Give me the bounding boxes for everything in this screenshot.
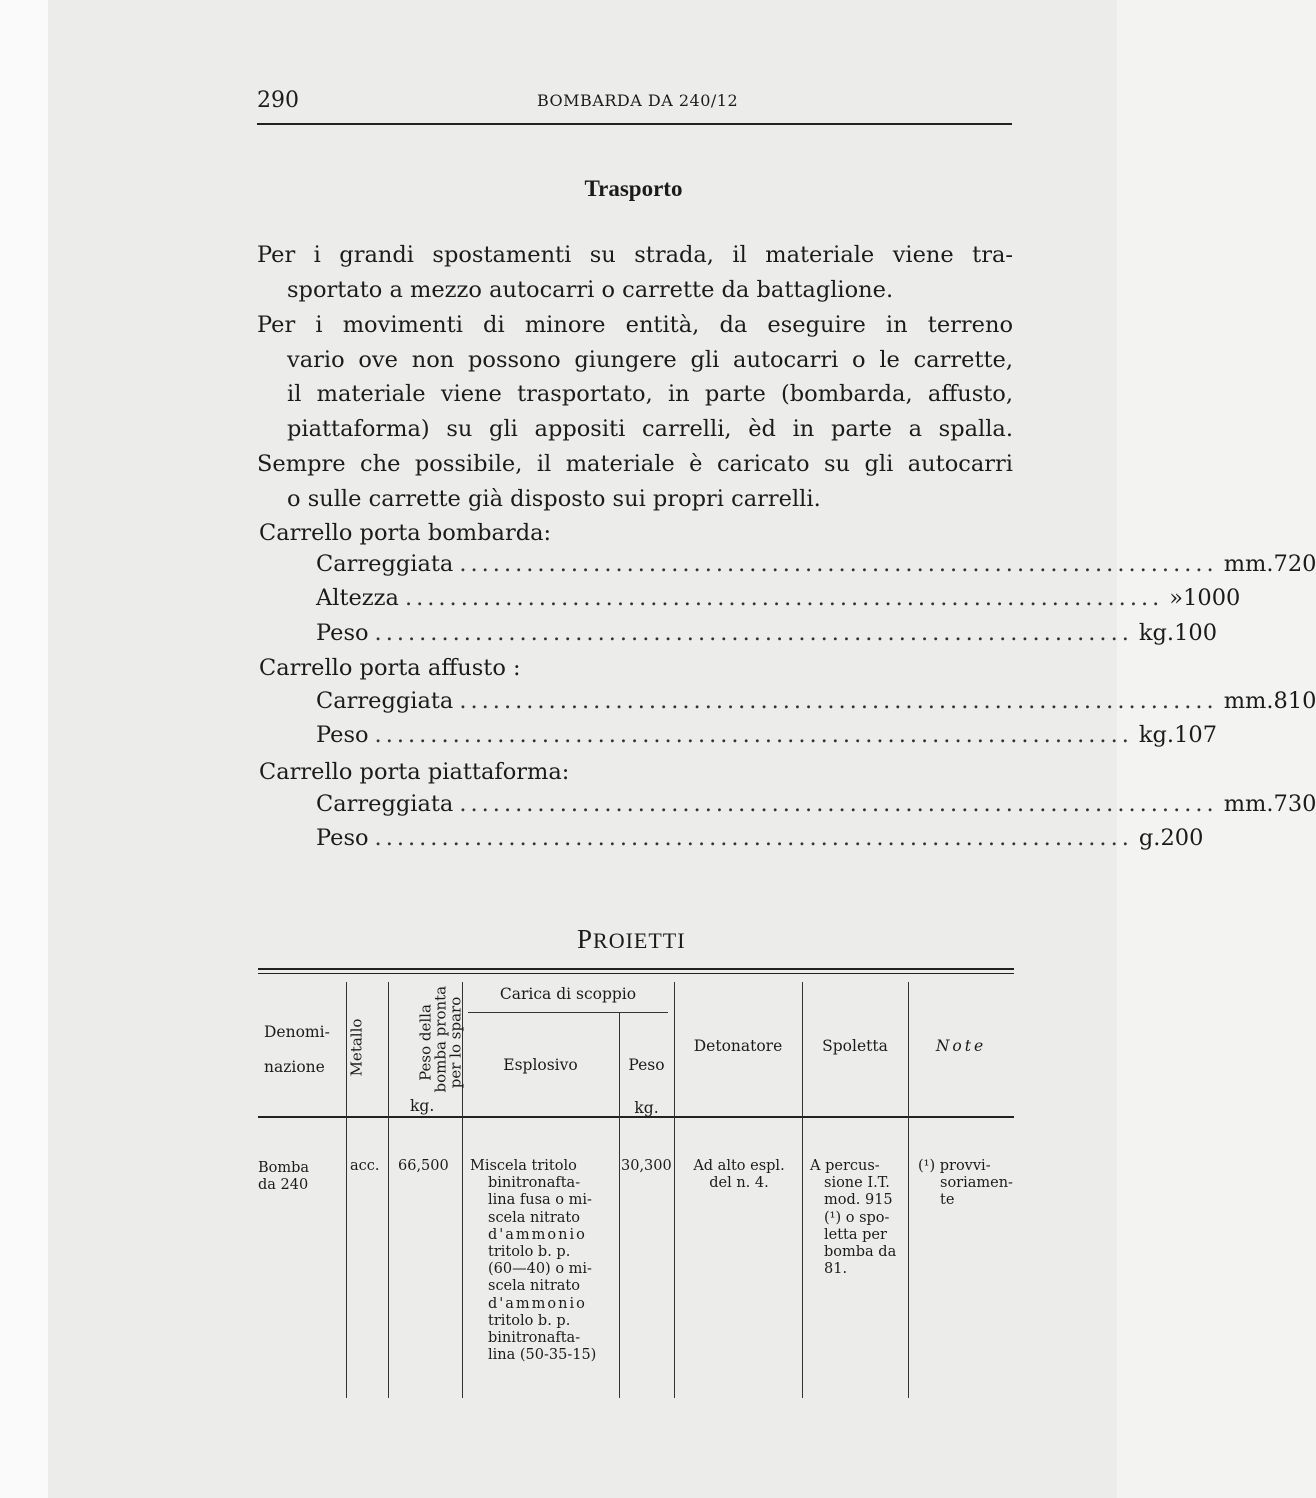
header-spoletta: Spoletta xyxy=(822,1037,888,1055)
cell-line: da 240 xyxy=(258,1177,309,1194)
spec-value: 1000 xyxy=(1183,585,1241,611)
cell-line: (60—40) o mi- xyxy=(488,1261,592,1278)
spec-label: Peso xyxy=(316,620,369,646)
header-carica: Carica di scoppio xyxy=(499,985,637,1003)
spec-row xyxy=(316,551,1316,581)
cell-line: d'ammonio xyxy=(488,1295,587,1312)
spec-label: Carreggiata xyxy=(316,551,454,577)
cell-line: del n. 4. xyxy=(709,1175,769,1192)
cell-line: d'ammonio xyxy=(488,1226,587,1243)
cell-peso: 30,300 xyxy=(621,1158,672,1174)
header-peso-bomba-1: Peso della xyxy=(416,1004,435,1081)
cell-line: sione I.T. xyxy=(824,1175,890,1192)
leader-dots: .................................................................... xyxy=(374,825,1133,851)
cell-line: scela nitrato xyxy=(488,1209,580,1226)
spec-row xyxy=(316,791,1316,821)
cell-line: Bomba xyxy=(258,1160,310,1176)
text-line: o sulle carrette già disposto sui propri carrelli. xyxy=(287,485,821,512)
spec-row xyxy=(316,825,1204,855)
header-note: Note xyxy=(935,1037,987,1055)
spec-value: 107 xyxy=(1174,722,1218,748)
spec-value: 100 xyxy=(1174,620,1218,646)
spec-row xyxy=(316,688,1316,718)
leader-dots: .................................................................... xyxy=(459,791,1218,817)
header-rule xyxy=(257,123,1012,125)
cell-spoletta xyxy=(810,1158,906,1278)
spec-unit: kg. xyxy=(1138,620,1175,646)
carica-subrule xyxy=(468,1012,668,1013)
cell-line: letta per xyxy=(824,1226,887,1243)
header-metallo: Metallo xyxy=(347,1018,366,1077)
title-initial: P xyxy=(577,924,594,954)
paragraph-2 xyxy=(257,308,1013,446)
header-peso-bomba-3: per lo sparo xyxy=(446,996,465,1089)
leader-dots: .................................................................... xyxy=(404,585,1164,611)
carrello-piattaforma-title: Carrello porta piattaforma: xyxy=(259,759,570,785)
spec-label: Altezza xyxy=(316,585,399,611)
cell-line: Miscela tritolo xyxy=(470,1158,577,1174)
spec-value: 720 xyxy=(1273,551,1316,577)
carrello-bombarda-title: Carrello porta bombarda: xyxy=(259,520,552,546)
header-denominazione xyxy=(264,1024,344,1076)
proietti-table xyxy=(258,968,1014,1398)
spec-row xyxy=(316,620,1218,650)
cell-line: mod. 915 xyxy=(824,1192,893,1209)
page-number: 290 xyxy=(257,88,299,113)
cell-line: soriamen- xyxy=(940,1175,1013,1192)
cell-metallo: acc. xyxy=(350,1158,380,1174)
cell-line: lina (50-35-15) xyxy=(488,1347,597,1364)
spec-unit: mm. xyxy=(1223,551,1274,577)
spec-label: Carreggiata xyxy=(316,688,454,714)
cell-denominazione xyxy=(258,1160,344,1194)
text-line: il materiale viene trasportato, in parte (bombarda, affusto, xyxy=(287,381,1013,408)
header-peso-unit: kg. xyxy=(634,1099,659,1117)
cell-line: binitronafta- xyxy=(488,1330,581,1347)
cell-line: 81. xyxy=(824,1261,848,1278)
spec-unit: kg. xyxy=(1138,722,1175,748)
text-line: Sempre che possibile, il materiale è caricato su gli autocarri xyxy=(257,451,1013,477)
cell-detonatore xyxy=(676,1158,802,1192)
paragraph-1 xyxy=(257,238,1013,307)
text-line: piattaforma) su gli appositi carrelli, èd in parte a spalla. xyxy=(287,415,1013,442)
table-rule xyxy=(258,968,1014,970)
spec-value: 200 xyxy=(1160,825,1204,851)
cell-line: tritolo b. p. xyxy=(488,1244,571,1261)
spec-unit: » xyxy=(1169,585,1184,611)
cell-line: scela nitrato xyxy=(488,1278,580,1295)
carrello-affusto-title: Carrello porta affusto : xyxy=(259,655,521,681)
cell-peso-bomba: 66,500 xyxy=(398,1158,449,1174)
column-line xyxy=(388,982,389,1398)
spec-label: Carreggiata xyxy=(316,791,454,817)
header-text: Denomi- xyxy=(264,1023,330,1041)
title-rest: ROIETTI xyxy=(593,928,686,953)
spec-label: Peso xyxy=(316,722,369,748)
leader-dots: .................................................................... xyxy=(374,620,1133,646)
proietti-title xyxy=(577,924,686,955)
cell-line: binitronafta- xyxy=(488,1175,581,1192)
header-text: nazione xyxy=(264,1058,325,1076)
cell-line: te xyxy=(940,1192,955,1209)
leader-dots: .................................................................... xyxy=(459,688,1218,714)
spec-row xyxy=(316,585,1241,615)
spec-row xyxy=(316,722,1218,752)
cell-line: A percus- xyxy=(810,1158,880,1174)
table-rule xyxy=(258,973,1014,974)
spec-label: Peso xyxy=(316,825,369,851)
header-peso: Peso xyxy=(628,1056,665,1074)
paragraph-3 xyxy=(257,447,1013,516)
cell-line: lina fusa o mi- xyxy=(488,1192,592,1209)
cell-line: (¹) o spo- xyxy=(824,1209,890,1226)
spec-value: 810 xyxy=(1273,688,1316,714)
running-title: BOMBARDA DA 240/12 xyxy=(537,91,739,110)
header-detonatore: Detonatore xyxy=(693,1037,783,1055)
text-line: sportato a mezzo autocarri o carrette da battaglione. xyxy=(287,276,894,303)
cell-line: tritolo b. p. xyxy=(488,1312,571,1329)
spec-unit: mm. xyxy=(1223,791,1274,817)
text-line: Per i movimenti di minore entità, da eseguire in terreno xyxy=(257,312,1013,338)
text-line: vario ove non possono giungere gli autocarri o le carrette, xyxy=(287,346,1013,373)
scan-margin xyxy=(0,0,48,1498)
header-peso-bomba-2: bomba pronta xyxy=(431,985,450,1093)
leader-dots: .................................................................... xyxy=(459,551,1218,577)
spec-value: 730 xyxy=(1273,791,1316,817)
cell-esplosivo xyxy=(470,1158,616,1364)
header-peso-bomba-unit: kg. xyxy=(410,1097,435,1115)
header-esplosivo: Esplosivo xyxy=(503,1056,578,1074)
section-title: Trasporto xyxy=(584,176,683,201)
spec-unit: g. xyxy=(1138,825,1161,851)
spec-unit: mm. xyxy=(1223,688,1274,714)
cell-line: bomba da xyxy=(824,1244,897,1261)
cell-note xyxy=(918,1158,1014,1210)
cell-line: (¹) provvi- xyxy=(918,1158,991,1174)
leader-dots: .................................................................... xyxy=(374,722,1133,748)
cell-line: Ad alto espl. xyxy=(693,1158,785,1174)
text-line: Per i grandi spostamenti su strada, il materiale viene tra- xyxy=(257,242,1013,268)
